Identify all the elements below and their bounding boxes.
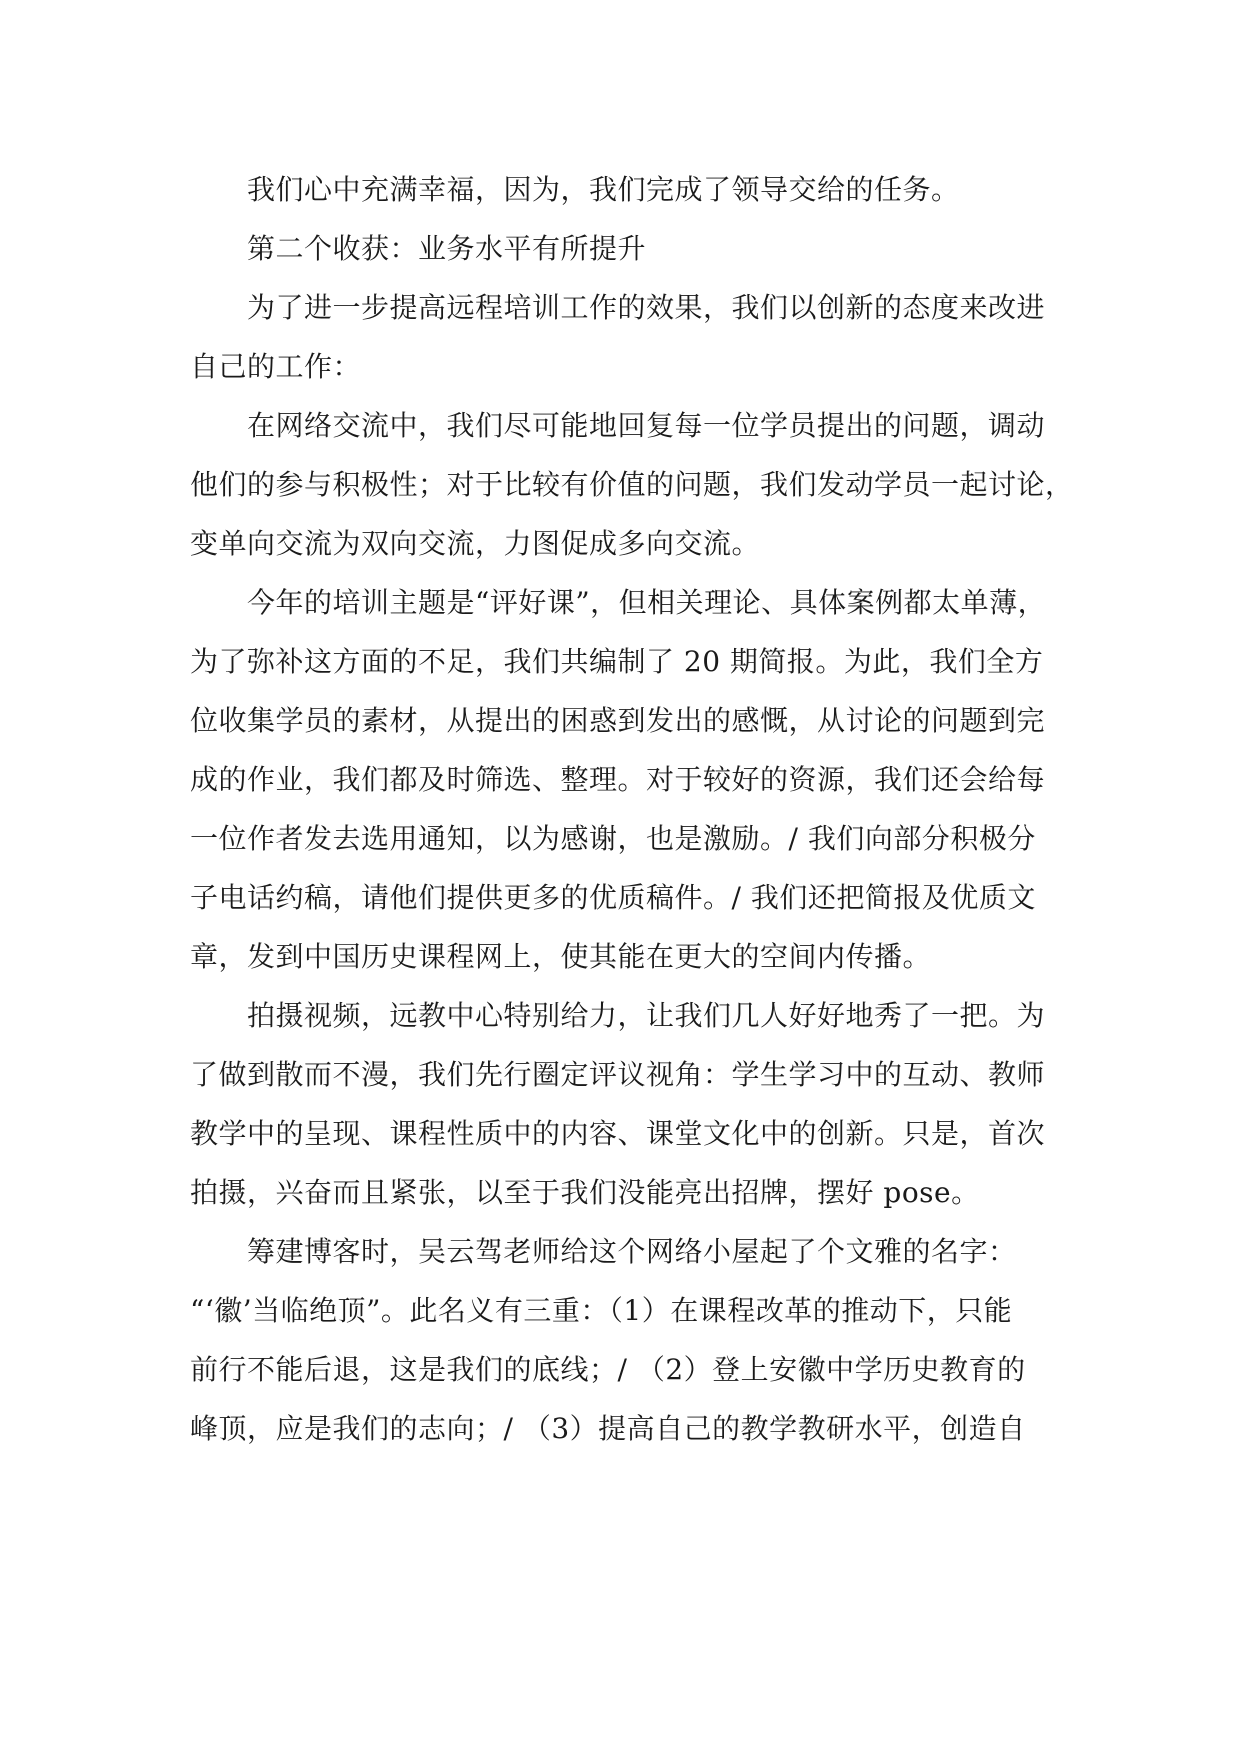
body-text — [190, 160, 1074, 1458]
text-line: 了做到散而不漫，我们先行圈定评议视角：学生学习中的互动、教师 — [190, 1058, 1046, 1091]
text-line: 自己的工作： — [190, 350, 362, 383]
text-line: 前行不能后退，这是我们的底线；/ （2）登上安徽中学历史教育的 — [190, 1353, 1026, 1386]
text-line: 他们的参与积极性；对于比较有价值的问题，我们发动学员一起讨论， — [190, 468, 1074, 501]
text-line: 在网络交流中，我们尽可能地回复每一位学员提出的问题，调动 — [190, 409, 1046, 442]
text-line: 为了弥补这方面的不足，我们共编制了 20 期简报。为此，我们全方 — [190, 645, 1044, 678]
text-line: 拍摄，兴奋而且紧张，以至于我们没能亮出招牌，摆好 pose。 — [190, 1176, 980, 1209]
text-line: 拍摄视频，远教中心特别给力，让我们几人好好地秀了一把。为 — [190, 999, 1046, 1032]
text-line: 章，发到中国历史课程网上，使其能在更大的空间内传播。 — [190, 940, 932, 973]
text-line: 筹建博客时，吴云驾老师给这个网络小屋起了个文雅的名字： — [190, 1235, 1017, 1268]
text-line: 为了进一步提高远程培训工作的效果，我们以创新的态度来改进 — [190, 291, 1046, 324]
text-line: 变单向交流为双向交流，力图促成多向交流。 — [190, 527, 761, 560]
text-line: 位收集学员的素材，从提出的困惑到发出的感慨，从讨论的问题到完 — [190, 704, 1046, 737]
text-line: 成的作业，我们都及时筛选、整理。对于较好的资源，我们还会给每 — [190, 763, 1046, 796]
text-line: 峰顶，应是我们的志向；/ （3）提高自己的教学教研水平，创造自 — [190, 1412, 1026, 1445]
text-line: 一位作者发去选用通知，以为感谢，也是激励。/ 我们向部分积极分 — [190, 822, 1036, 855]
text-line: 今年的培训主题是“评好课”，但相关理论、具体案例都太单薄， — [190, 586, 1047, 619]
text-line: 第二个收获：业务水平有所提升 — [190, 232, 647, 265]
text-line: “‘徽’当临绝顶”。此名义有三重：（1）在课程改革的推动下，只能 — [190, 1294, 1013, 1327]
text-line: 子电话约稿，请他们提供更多的优质稿件。/ 我们还把简报及优质文 — [190, 881, 1036, 914]
text-line: 我们心中充满幸福，因为，我们完成了领导交给的任务。 — [190, 173, 960, 206]
text-line: 教学中的呈现、课程性质中的内容、课堂文化中的创新。只是，首次 — [190, 1117, 1046, 1150]
